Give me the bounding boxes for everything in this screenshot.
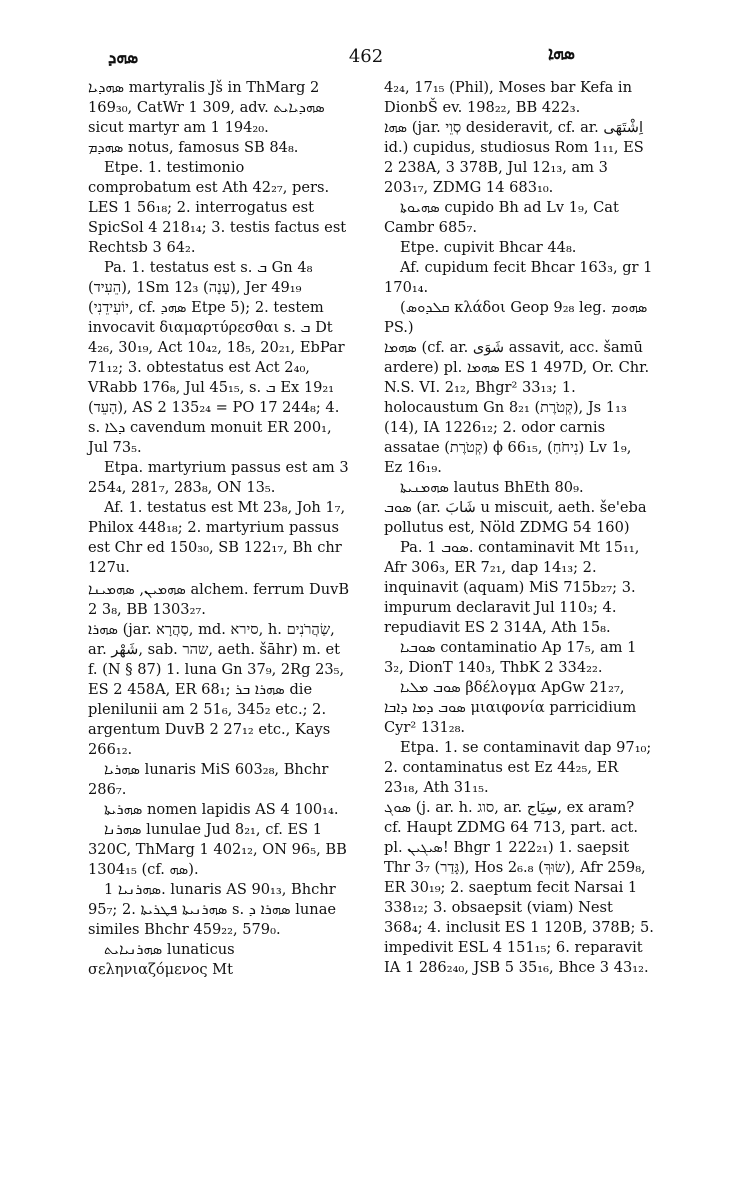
dictionary-entry: ܣܗܪܢܝܐ 1. lunaris AS 90₁₃, Bhchr 95₇; 2. ܣܗܪܢܝܬܐ ܦܛܪܝܬܐ s. ܣܗܪܐ ܕ lunae similes Bhchr 459₂₂, 579₀. [88,881,337,938]
left-column [88,78,350,980]
dictionary-entry: Etpa. 1. se contaminavit dap 97₁₀; 2. contaminatus est Ez 44₂₅, ER 23₁₈, Ath 31₁₅. [384,739,652,796]
dictionary-entry: ܣܘܒ (ar. شَابَ u miscuit, aeth. še'eba pollutus est, Nöld ZDMG 54 160) [384,499,647,536]
dictionary-entry: Etpe. cupivit Bhcar 44₈. [400,239,577,256]
dictionary-entry: Pa. ܣܘܒ 1. contaminavit Mt 15₁₁, Afr 306₃, ER 7₂₁, dap 14₁₃; 2. inquinavit (aquam) MiS 715b₂₇; 3. impurum declaravit Jul 110₃; 4. repudiavit ES 2 314A, Ath 15₈. [384,539,640,636]
dictionary-entry: Pa. 1. testatus est s. ܒ Gn 4₈ (הֵעִיד), 1Sm 12₃ (עָנָה), Jer 49₁₉ (יוֹעִידֵנִי, cf. ܣܗܕ Etpe 5); 2. testem invocavit διαμαρτύρεσθαι s. ܒ Dt 4₂₆, 30₁₉, Act 10₄₂, 18₅, 20₂₁, EbPar 71₁₂; 3. obtestatus est Act 2₄₀, VRabb 176₈, Jul 45₁₅, s. ܒ Ex 19₂₁ (הָעֵד), AS 2 135₂₄ = PO 17 244₈; 4. s. ܕܠܐ cavendum monuit ER 200₁, Jul 73₅. [88,259,345,456]
dictionary-entry: ܣܗܕܝܐ martyralis Jš in ThMarg 2 169₃₀, CatWr 1 309, adv. ܣܗܕܝܐܝܬ sicut martyr am 1 194₂₀. [88,79,325,136]
dictionary-entry: ܣܗܐ (jar. סְוֵי desideravit, cf. ar. اِشْتَهَى id.) cupidus, studiosus Rom 1₁₁, ES 2 238A, 3 378B, Jul 12₁₃, am 3 203₁₇, ZDMG 14 683₁₀. [384,119,644,196]
dictionary-entry: ܣܗܪܢܐ lunulae Jud 8₂₁, cf. ES 1 320C, ThMarg 1 402₁₂, ON 96₅, BB 1304₁₅ (cf. ܣܗ). [88,821,347,878]
dictionary-entry: ܣܗܡܢܝܬܐ lautus BhEth 80₉. [400,479,584,496]
page-number: 462 [348,46,384,67]
dictionary-entry: Af. cupidum fecit Bhcar 163₃, gr 1 170₁₄. [384,259,653,296]
dictionary-entry: Etpe. 1. testimonio comprobatum est Ath 42₂₇, pers. LES 1 56₁₈; 2. interrogatus est SpicSol 4 218₁₄; 3. testis factus est Rechtsb 3 64₂. [88,159,347,256]
left-running-headword: ܣܗܕ [108,48,139,68]
dictionary-entry: ܣܘܒܝܐ contaminatio Ap 17₅, am 1 3₂, DionT 140₃, ThbK 2 334₂₂. [384,639,637,676]
dictionary-entry: Etpa. martyrium passus est am 3 254₄, 281₇, 283₈, ON 13₅. [88,459,349,496]
dictionary-entry: ܣܗܡܐ (cf. ar. شَوَى assavit, acc. šamū ardere) pl. ܣܗܡܐ ES 1 497D, Or. Chr. N.S. VI. 2₁₂, Bhgr² 33₁₃; 1. holocaustum Gn 8₂₁ (קְטֹרֶת), Js 1₁₃ (14), IA 1226₁₂; 2. odor carnis assatae (קְטֹרֶת) ϕ 66₁₅, (נִיחֹחַ) Lv 1₉, Ez 16₁₉. [384,339,650,476]
dictionary-entry: ܣܘܒ ܡܠܝܐ βδέλογμα ApGw 21₂₇, ܣܘܒ ܕܡܐ ܕܐܒܐ μιαιφονία parricidium Cyr² 131₂₈. [384,679,637,736]
dictionary-entry: ܣܗܡܝܢ, ܣܗܡܝܢܐ alchem. ferrum DuvB 2 3₈, BB 1303₂₇. [88,581,350,618]
right-column [384,78,654,978]
dictionary-entry: ܣܗܪܢܝܐܝܬ lunaticus σεληνιαζόμενος Mt [88,941,235,978]
dictionary-entry: ܣܗܪܝܐ lunaris MiS 603₂₈, Bhchr 286₇. [88,761,329,798]
page-header [0,44,750,74]
dictionary-entry: (ܩܠܕܘܣ κλάδοι Geop 9₂₈ leg. ܣܗܘܡ PS.) [384,299,648,336]
dictionary-entry: ܣܘܓ (j. ar. h. סוג, ar. سِيَاج, ex aram? cf. Haupt ZDMG 64 713, part. act. pl. ܣܝܓܝܢ! Bhgr 1 222₂₁) 1. saepsit Thr 3₇ (גָּדַר), Hos 2₆.₈ (שׂוּךְ), Afr 259₈, ER 30₁₉; 2. saeptum fecit Narsai 1 338₁₂; 3. obsaepsit (viam) Nest 368₄; 4. inclusit ES 1 120B, 378B; 5. impedivit ESL 4 151₁₅; 6. reparavit IA 1 286₂₄₀, JSB 5 35₁₆, Bhce 3 43₁₂. [384,799,654,976]
dictionary-entry: Af. 1. testatus est Mt 23₈, Joh 1₇, Philox 448₁₈; 2. martyrium passus est Chr ed 150₃₀, SB 122₁₇, Bh chr 127u. [88,499,346,576]
dictionary-entry: ܣܗܪܐ (jar. סַהֲרָא, md. סירא, h. שַׂהֲרֹנִים, ar. شَهْر, sab. שהר, aeth. šāhr) m. et f. (N § 87) 1. luna Gn 37₉, 2Rg 23₅, ES 2 458A, ER 68₁; ܣܗܪܐ ܒܪ die plenilunii am 2 51₆, 345₂ etc.; 2. argentum DuvB 2 27₁₂ etc., Kays 266₁₂. [88,621,345,758]
right-running-headword: ܣܗܐ [548,44,575,64]
dictionary-entry: ܣܗܕܡ notus, famosus SB 84₈. [88,139,299,156]
dictionary-entry: ܣܗܝܘܬܐ cupido Bh ad Lv 1₉, Cat Cambr 685₇. [384,199,619,236]
dictionary-entry: 4₂₄, 17₁₅ (Phil), Moses bar Kefa in DionbŠ ev. 198₂₂, BB 422₃. [384,79,632,116]
dictionary-entry: ܣܗܪܝܬܐ nomen lapidis AS 4 100₁₄. [104,801,339,818]
